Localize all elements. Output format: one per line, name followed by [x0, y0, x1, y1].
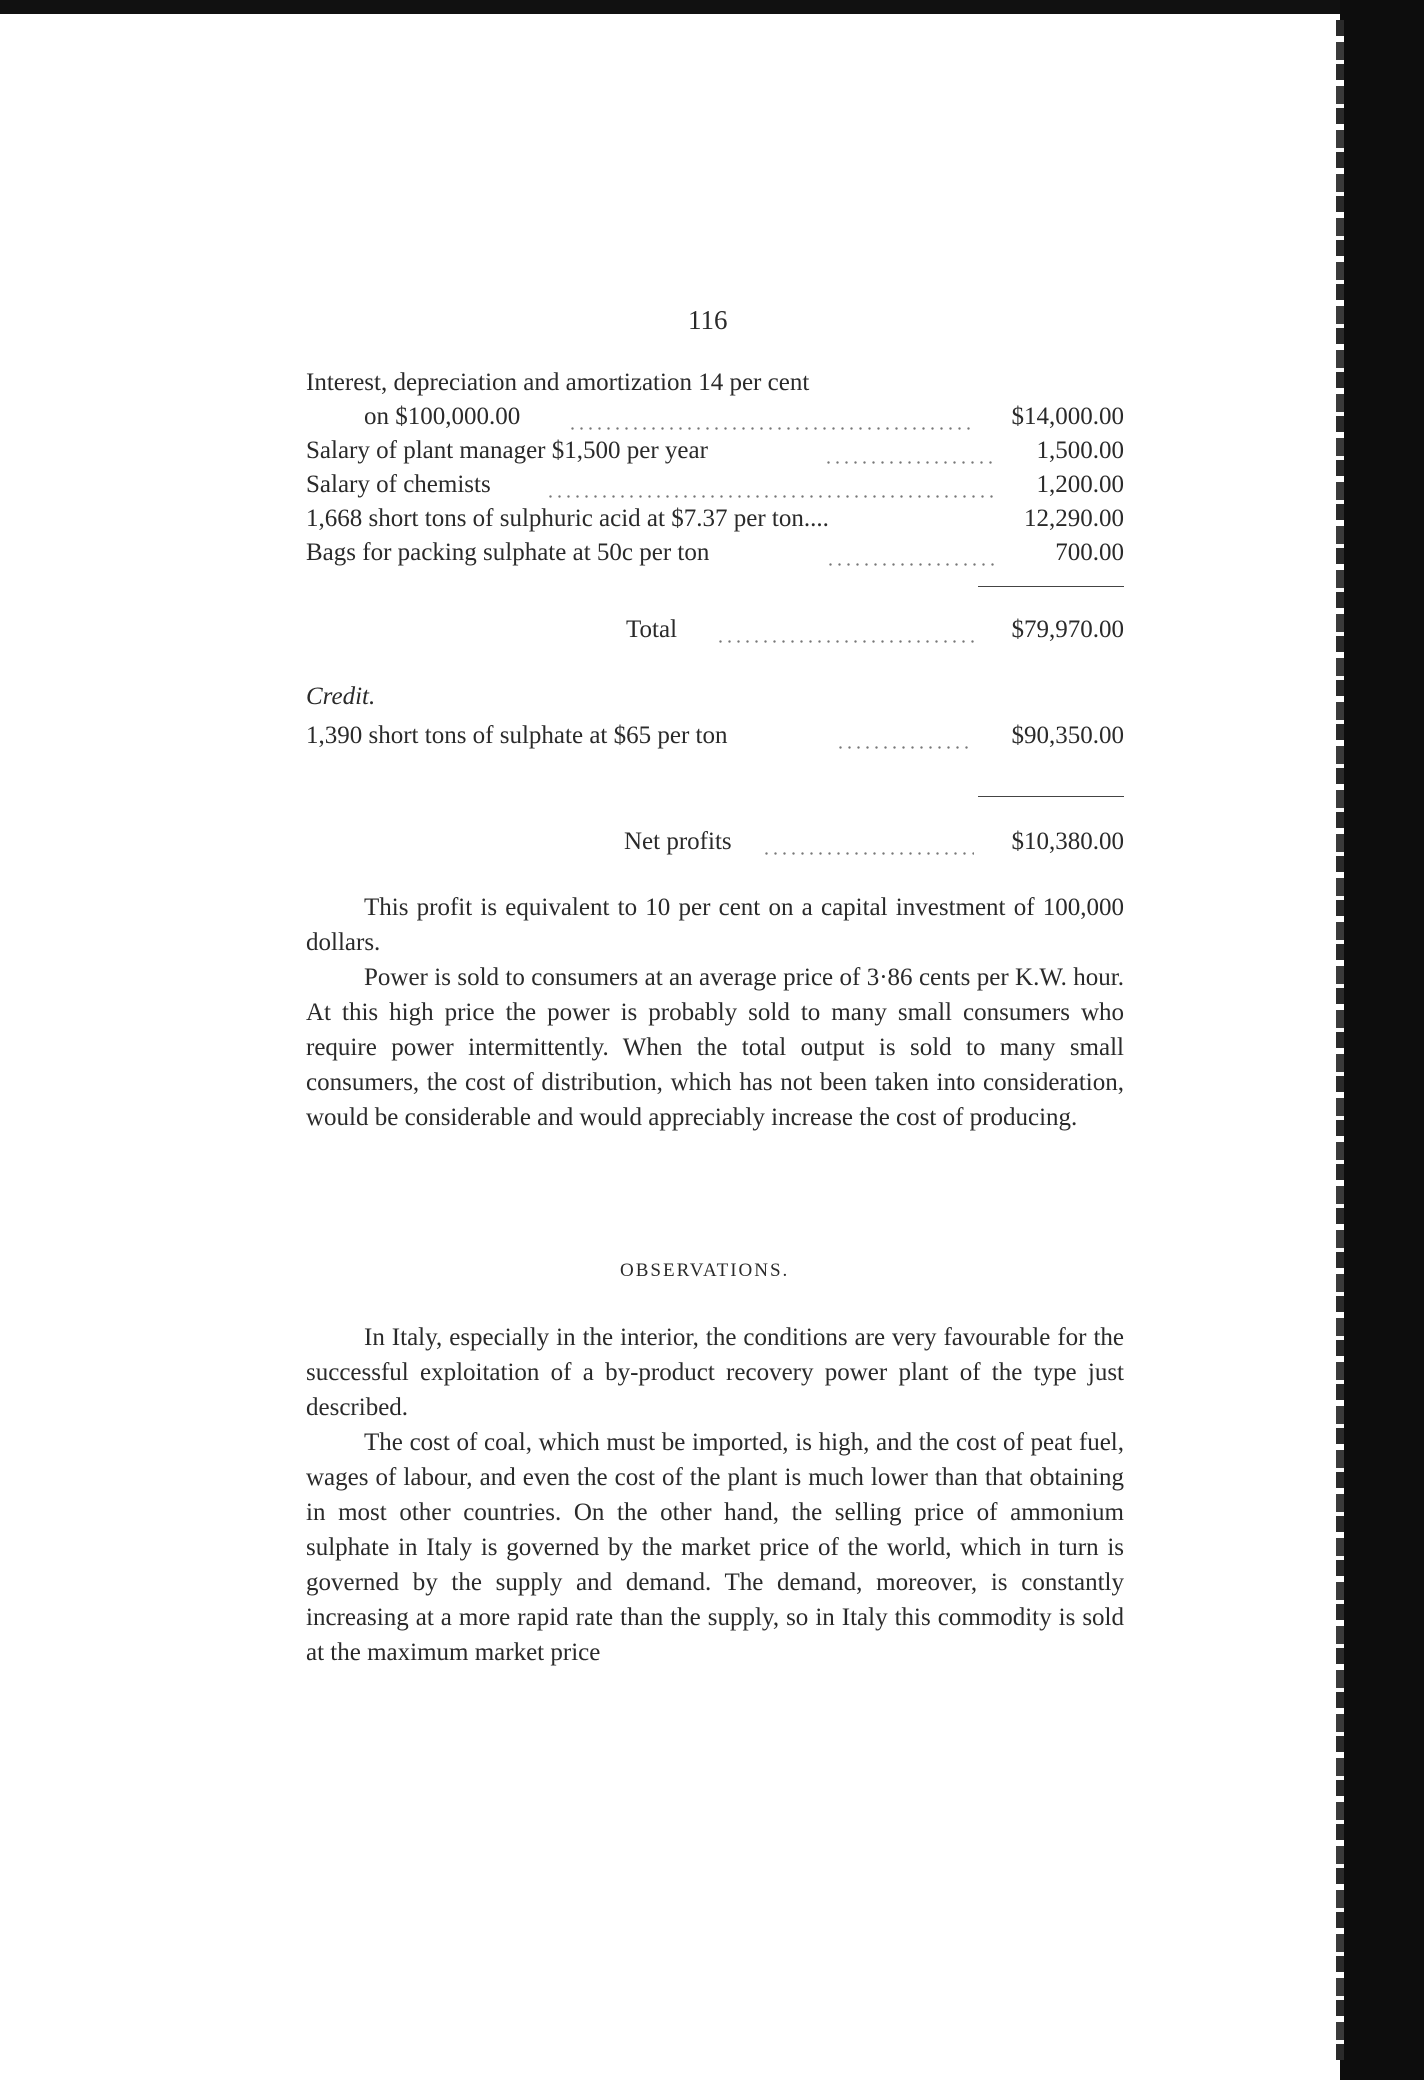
sum-rule	[978, 796, 1124, 797]
page-number: 116	[688, 305, 728, 335]
dot-leader	[762, 852, 974, 855]
paragraph-power: Power is sold to consumers at an average price of 3·86 cents per K.W. hour. At this high price the power is probably sold to many small consumers who require power intermittently. When the total output is sold to many small consumers, the cost of distribution, which has not been taken into consideration, would be considerable and would appreciably increase the cost of producing.	[306, 964, 1124, 1131]
expense-row-bags	[306, 539, 1124, 572]
credit-label: 1,390 short tons of sulphate at $65 per ton	[306, 722, 728, 749]
total-row	[306, 616, 1124, 649]
dot-leader	[716, 640, 974, 643]
credit-row	[306, 722, 1124, 755]
dot-leader	[824, 461, 996, 464]
dot-leader	[568, 427, 972, 430]
expense-value: $14,000.00	[1011, 403, 1124, 430]
total-label: Total	[626, 616, 678, 643]
expense-label: Interest, depreciation and amortization 14 per cent	[306, 369, 810, 396]
sum-rule	[978, 586, 1124, 587]
paragraph-italy: In Italy, especially in the interior, the conditions are very favourable for the successful exploitation of a by-product recovery power plant of the type just described.	[306, 1324, 1124, 1421]
expense-label: Salary of chemists	[306, 471, 491, 498]
total-value: $79,970.00	[1011, 616, 1124, 643]
document-page	[0, 14, 1336, 2080]
expense-label: Bags for packing sulphate at 50c per ton	[306, 539, 710, 566]
net-profits-label: Net profits	[624, 828, 732, 855]
expense-label: Salary of plant manager $1,500 per year	[306, 437, 708, 464]
scan-top-border	[0, 0, 1424, 14]
dot-leader	[546, 495, 996, 498]
section-heading: OBSERVATIONS.	[620, 1260, 790, 1281]
net-profits-row	[306, 828, 1124, 861]
expense-row-sulphuric-acid	[306, 505, 1124, 538]
dot-leader	[836, 746, 974, 749]
paragraph-coal-cost: The cost of coal, which must be imported, is high, and the cost of peat fuel, wages of labour, and even the cost of the plant is much lower than that obtaining in most other countries. On the other hand, the selling price of ammonium sulphate in Italy is governed by the market price of the world, which in turn is governed by the supply and demand. The demand, moreover, is constantly increasing at a more rapid rate than the supply, so in Italy this commodity is sold at the maximum market price	[306, 1429, 1124, 1666]
net-profits-value: $10,380.00	[1011, 828, 1124, 855]
paragraph-profit: This profit is equivalent to 10 per cent on a capital investment of 100,000 dollars.	[306, 894, 1124, 956]
expense-label: on $100,000.00	[364, 403, 521, 430]
dot-leader	[826, 563, 996, 566]
expense-value: 1,500.00	[1036, 437, 1124, 464]
expense-row-interest	[306, 403, 1124, 436]
expense-row-plant-manager	[306, 437, 1124, 470]
page-edge	[1336, 20, 1344, 2060]
expense-label: 1,668 short tons of sulphuric acid at $7.37 per ton....	[306, 505, 829, 532]
scan-right-border	[1340, 0, 1424, 2080]
expense-value: 1,200.00	[1036, 471, 1124, 498]
credit-value: $90,350.00	[1011, 722, 1124, 749]
expense-row-chemists	[306, 471, 1124, 504]
expense-value: 700.00	[1055, 539, 1124, 566]
expense-value: 12,290.00	[1024, 505, 1124, 532]
credit-heading: Credit.	[306, 683, 376, 710]
expense-row-interest-line1	[306, 369, 1124, 402]
